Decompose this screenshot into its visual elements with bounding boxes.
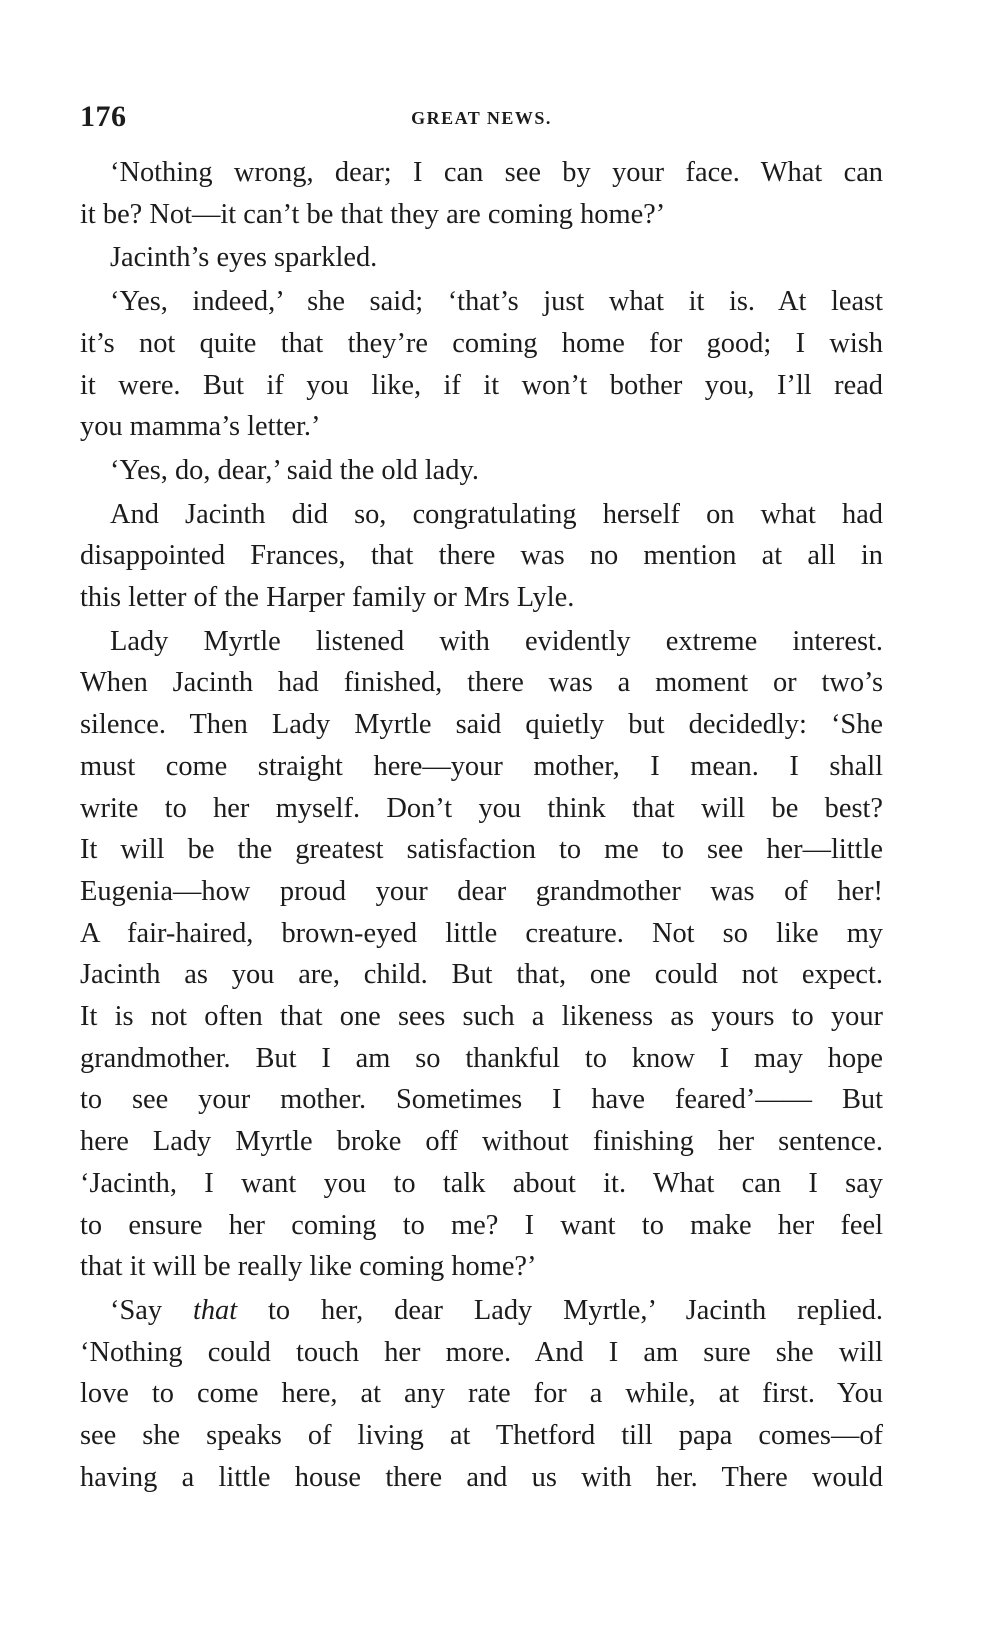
text-line: love to come here, at any rate for a while, at first. You	[80, 1378, 883, 1410]
text-line: it were. But if you like, if it won’t bother you, I’ll read	[80, 369, 883, 401]
text-line: silence. Then Lady Myrtle said quietly but decidedly: ‘She	[80, 709, 883, 741]
paragraph	[80, 281, 883, 448]
text-line: write to her myself. Don’t you think that will be best?	[80, 792, 883, 824]
text-run: ‘Say	[110, 1294, 193, 1326]
text-line: it be? Not—it can’t be that they are coming home?’	[80, 198, 666, 230]
text-line: ‘Nothing wrong, dear; I can see by your face. What can	[110, 157, 883, 188]
text-line: When Jacinth had finished, there was a moment or two’s	[80, 667, 883, 699]
paragraph	[80, 494, 883, 619]
text-line: it’s not quite that they’re coming home for good; I wish	[80, 327, 883, 359]
text-line: ‘Yes, indeed,’ she said; ‘that’s just what it is. At least	[110, 286, 883, 318]
text-line: Jacinth as you are, child. But that, one could not expect.	[80, 959, 883, 991]
paragraph	[80, 450, 883, 492]
text-line: to see your mother. Sometimes I have feared’—— But	[80, 1084, 883, 1116]
text-line: must come straight here—your mother, I mean. I shall	[80, 750, 883, 782]
page-header	[80, 100, 883, 140]
running-head: GREAT NEWS.	[411, 108, 552, 128]
text-line: ‘Yes, do, dear,’ said the old lady.	[110, 454, 479, 486]
text-run: to her, dear Lady Myrtle,’ Jacinth replied.	[237, 1294, 884, 1326]
text-line: that it will be really like coming home?’	[80, 1251, 537, 1283]
text-line: grandmother. But I am so thankful to know I may hope	[80, 1042, 883, 1074]
page-number: 176	[80, 100, 127, 133]
text-line: It will be the greatest satisfaction to me to see her—little	[80, 834, 883, 866]
text-line: Eugenia—how proud your dear grandmother was of her!	[80, 875, 883, 907]
paragraph	[80, 237, 883, 279]
text-line: you mamma’s letter.’	[80, 411, 321, 443]
text-line: having a little house there and us with her. There would	[80, 1461, 883, 1493]
text-line: Jacinth’s eyes sparkled.	[110, 242, 378, 274]
italic-word: that	[192, 1294, 238, 1326]
text-line: to ensure her coming to me? I want to make her feel	[80, 1209, 883, 1241]
text-line: Lady Myrtle listened with evidently extreme interest.	[110, 625, 883, 657]
text-line: ‘Jacinth, I want you to talk about it. What can I say	[80, 1167, 883, 1199]
text-line: A fair-haired, brown-eyed little creature. Not so like my	[80, 917, 883, 949]
text-line-with-italic	[80, 1290, 883, 1332]
text-line: here Lady Myrtle broke off without finishing her sentence.	[80, 1126, 883, 1158]
text-line: this letter of the Harper family or Mrs Lyle.	[80, 582, 575, 614]
paragraph	[80, 1290, 883, 1499]
paragraph	[80, 621, 883, 1288]
text-line: It is not often that one sees such a likeness as yours to your	[80, 1001, 883, 1033]
text-line: see she speaks of living at Thetford till papa comes—of	[80, 1420, 883, 1452]
text-line: And Jacinth did so, congratulating herself on what had	[110, 498, 883, 530]
body-text	[80, 152, 883, 1501]
text-line: disappointed Frances, that there was no mention at all in	[80, 540, 883, 572]
text-line: ‘Nothing could touch her more. And I am sure she will	[80, 1336, 883, 1368]
paragraph	[80, 152, 883, 235]
